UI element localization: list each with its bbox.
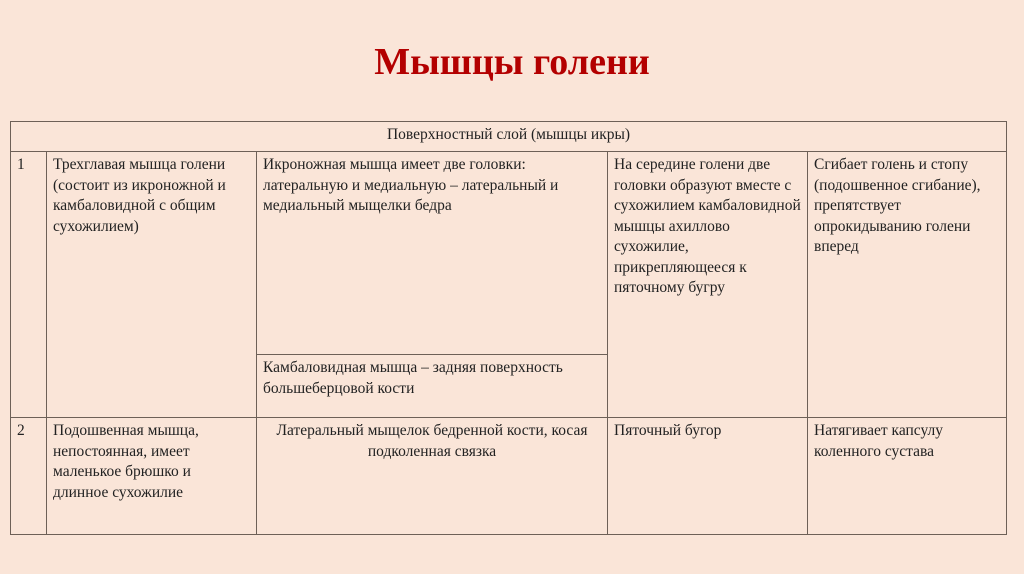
muscle-name-cell: Трехглавая мышца голени (состоит из икроножной и камбаловидной с общим сухожилием) [47,152,257,418]
table-header-row [11,122,1007,152]
table-row [11,418,1007,535]
table-row [11,152,1007,355]
slide-title: Мышцы голени [374,41,650,83]
function-cell: Сгибает голень и стопу (подошвенное сгибание), препятствует опрокидыванию голени вперед [808,152,1007,418]
muscle-name-cell: Подошвенная мышца, непостоянная, имеет маленькое брюшко и длинное сухожилие [47,418,257,535]
muscles-table [10,121,1007,535]
origin-cell: Икроножная мышца имеет две головки: латеральную и медиальную – латеральный и медиальный мыщелки бедра [257,152,608,355]
row-number: 2 [11,418,47,535]
origin-cell: Камбаловидная мышца – задняя поверхность большеберцовой кости [257,355,608,418]
insertion-cell: Пяточный бугор [608,418,808,535]
row-number: 1 [11,152,47,418]
origin-cell: Латеральный мыщелок бедренной кости, косая подколенная связка [257,418,608,535]
table-header: Поверхностный слой (мышцы икры) [11,122,1007,152]
function-cell: Натягивает капсулу коленного сустава [808,418,1007,535]
insertion-cell: На середине голени две головки образуют вместе с сухожилием камбаловидной мышцы ахиллово сухожилие, прикрепляющееся к пяточному бугру [608,152,808,418]
